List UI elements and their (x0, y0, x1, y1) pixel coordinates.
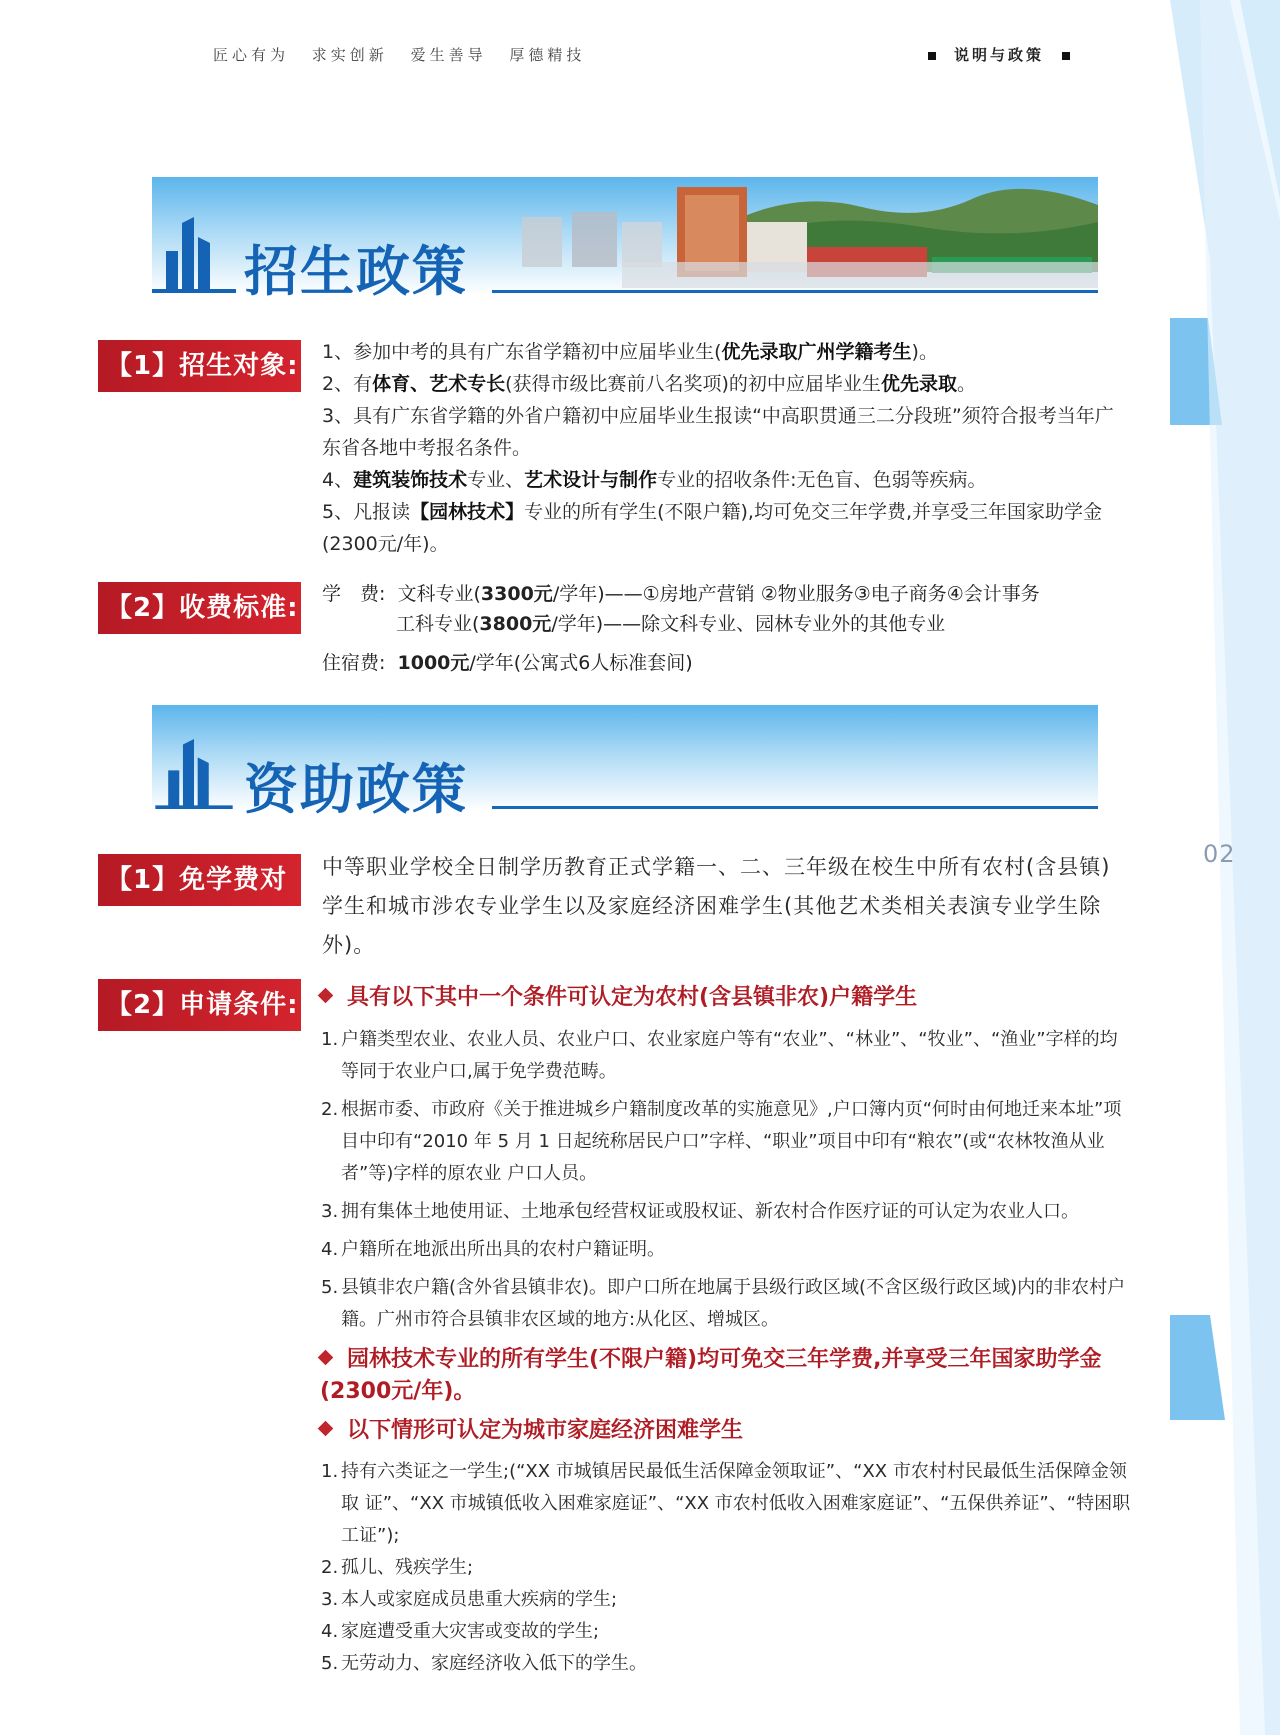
list-item: 4. 户籍所在地派出所出具的农村户籍证明。 (321, 1239, 665, 1260)
list-item: 3. 本人或家庭成员患重大疾病的学生; (321, 1589, 618, 1610)
admission-item-1: 1、参加中考的具有广东省学籍初中应届毕业生(优先录取广州学籍考生)。 (322, 341, 938, 363)
motto-3: 爱生善导 (410, 46, 487, 64)
admission-banner (152, 177, 1098, 303)
condition-heading-garden: 园林技术专业的所有学生(不限户籍)均可免交三年学费,并享受三年国家助学金(2300元/年)。 (320, 1344, 1140, 1408)
title-underline (492, 290, 1098, 293)
tuition-engineering: 工科专业(3800元/学年)——除文科专业、园林专业外的其他专业 (396, 613, 946, 635)
list-item: 2. 孤儿、残疾学生; (321, 1557, 474, 1578)
school-motto (213, 44, 599, 65)
diamond-icon (318, 988, 334, 1004)
motto-2: 求实创新 (311, 46, 388, 64)
building-logo-icon (152, 217, 236, 293)
tuition-liberal: 学 费: 文科专业(3300元/学年)——①房地产营销 ②物业服务③电子商务④会计事务 (322, 583, 1040, 605)
diamond-icon (318, 1350, 334, 1366)
page-number: 02 (1203, 840, 1236, 868)
condition-heading-rural: 具有以下其中一个条件可认定为农村(含县镇非农)户籍学生 (320, 982, 1140, 1014)
list-item: 5. 县镇非农户籍(含外省县镇非农)。即户口所在地属于县级行政区域(不含区级行政区域)内的非农村户籍。广州市符合县镇非农区域的地方:从化区、增城区。 (321, 1277, 1126, 1330)
diamond-icon (318, 1421, 334, 1437)
exempt-text: 中等职业学校全日制学历教育正式学籍一、二、三年级在校生中所有农村(含县镇)学生和城市涉农专业学生以及家庭经济困难学生(其他艺术类相关表演专业学生除外)。 (322, 855, 1111, 957)
fee-label: 【2】收费标准: (98, 582, 301, 634)
admission-item-3: 3、具有广东省学籍的外省户籍初中应届毕业生报读“中高职贯通三二分段班”须符合报考当年广东省各地中考报名条件。 (322, 405, 1114, 459)
section-tag (910, 44, 1088, 65)
title-underline (492, 806, 1098, 809)
list-item: 4. 家庭遭受重大灾害或变故的学生; (321, 1621, 600, 1642)
motto-1: 匠心有为 (213, 46, 290, 64)
campus-photo (502, 177, 1098, 291)
aid-title: 资助政策 (244, 758, 468, 821)
admission-title: 招生政策 (244, 240, 468, 303)
admission-item-5: 5、凡报读【园林技术】专业的所有学生(不限户籍),均可免交三年学费,并享受三年国家助学金(2300元/年)。 (322, 501, 1103, 555)
apply-label: 【2】申请条件: (98, 979, 301, 1031)
condition-heading-urban: 以下情形可认定为城市家庭经济困难学生 (320, 1415, 1140, 1447)
square-icon (928, 52, 936, 60)
rural-conditions (321, 1024, 1131, 1336)
admission-item-4: 4、建筑装饰技术专业、艺术设计与制作专业的招收条件:无色盲、色弱等疾病。 (322, 469, 987, 491)
aid-banner (152, 705, 1098, 821)
list-item: 5. 无劳动力、家庭经济收入低下的学生。 (321, 1653, 647, 1674)
building-logo-icon (152, 739, 236, 809)
list-item: 2. 根据市委、市政府《关于推进城乡户籍制度改革的实施意见》,户口簿内页“何时由何地迁来本址”项目中印有“2010 年 5 月 1 日起统称居民户口”字样、“职业”项目中印有“粮农”(或“农林牧渔从业者”等)字样的原农业 户口人员。 (321, 1099, 1122, 1184)
square-icon (1062, 52, 1070, 60)
admission-target-label: 【1】招生对象: (98, 340, 301, 392)
list-item: 1. 持有六类证之一学生;(“XX 市城镇居民最低生活保障金领取证”、“XX 市农村村民最低生活保障金领取 证”、“XX 市城镇低收入困难家庭证”、“XX 市农村低收入困难家庭证”、“五保供养证”、“特困职工证”); (321, 1461, 1131, 1546)
dorm-fee: 住宿费: 1000元/学年(公寓式6人标准套间) (322, 652, 693, 674)
list-item: 3. 拥有集体土地使用证、土地承包经营权证或股权证、新农村合作医疗证的可认定为农业人口。 (321, 1201, 1079, 1222)
urban-conditions (321, 1456, 1131, 1680)
list-item: 1. 户籍类型农业、农业人员、农业户口、农业家庭户等有“农业”、“林业”、“牧业”、“渔业”字样的均等同于农业户口,属于免学费范畴。 (321, 1029, 1118, 1082)
exempt-label: 【1】免学费对象: (98, 854, 301, 906)
motto-4: 厚德精技 (509, 46, 586, 64)
section-tag-text: 说明与政策 (954, 46, 1045, 64)
admission-items (322, 336, 1132, 560)
admission-item-2: 2、有体育、艺术专长(获得市级比赛前八名奖项)的初中应届毕业生优先录取。 (322, 373, 976, 395)
